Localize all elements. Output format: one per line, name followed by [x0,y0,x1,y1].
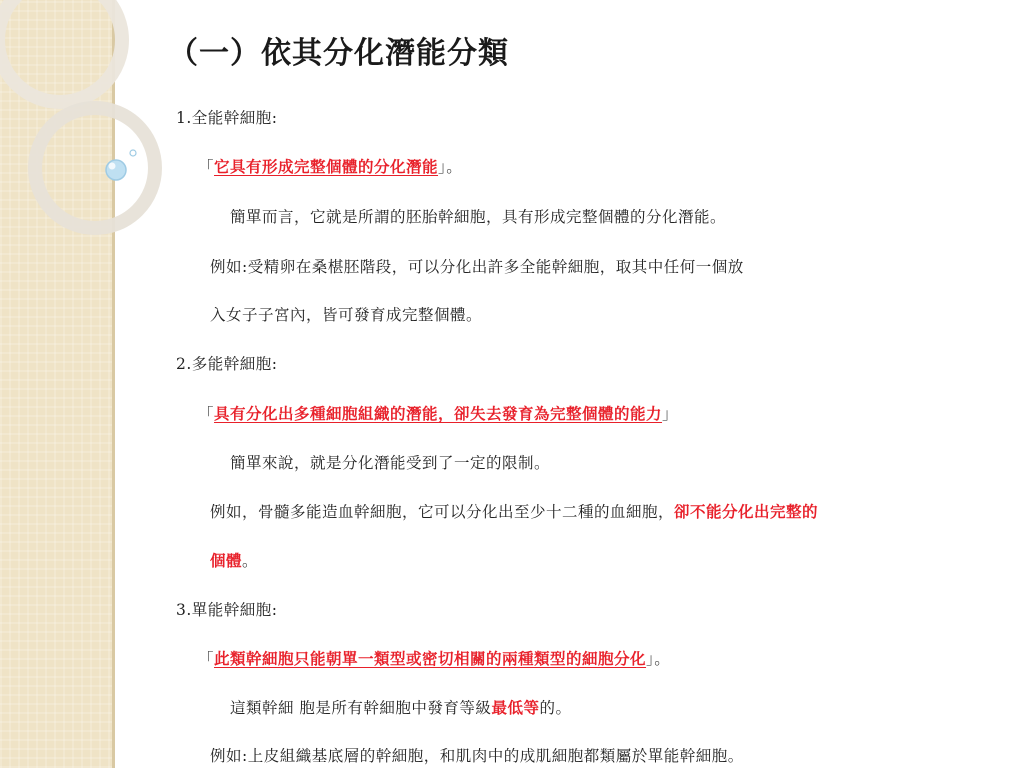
section-2-quote [198,402,678,424]
section-2-explanation: 簡單來說，就是分化潛能受到了一定的限制。 [230,454,551,472]
explain-emphasis: 最低等 [491,698,540,717]
section-2-example-line2 [210,549,258,571]
section-1-heading: 1.全能幹細胞: [176,109,278,127]
section-3-explanation [230,696,571,718]
example-emphasis: 卻不能分化出完整的 [674,502,819,521]
section-3-heading: 3.單能幹細胞: [176,601,278,619]
explain-text: 的。 [539,699,572,717]
section-1-example-line2: 入女子子宮內，皆可發育成完整個體。 [210,306,483,324]
quote-open: 「 [198,405,215,423]
slide-title: （一）依其分化潛能分類 [168,36,509,71]
quote-close: 」。 [646,650,671,668]
example-text: 例如，骨髓多能造血幹細胞，它可以分化出至少十二種的血細胞， [210,503,675,521]
quote-close: 」。 [438,158,463,176]
sidebar-edge [112,0,115,768]
section-1-key-definition: 它具有形成完整個體的分化潛能 [214,157,439,176]
section-2-heading: 2.多能幹細胞: [176,355,278,373]
quote-open: 「 [198,158,215,176]
bead-tiny [130,150,136,156]
section-3-quote [198,647,670,669]
section-3-key-definition: 此類幹細胞只能朝單一類型或密切相關的兩種類型的細胞分化 [214,649,647,668]
section-1-explanation: 簡單而言，它就是所謂的胚胎幹細胞，具有形成完整個體的分化潛能。 [230,208,727,226]
quote-open: 「 [198,650,215,668]
decorative-sidebar [0,0,112,768]
section-2-key-definition: 具有分化出多種細胞組織的潛能，卻失去發育為完整個體的能力 [214,404,663,423]
section-1-quote [198,155,462,177]
section-1-example-line1: 例如:受精卵在桑椹胚階段，可以分化出許多全能幹細胞，取其中任何一個放 [210,258,744,276]
example-text: 。 [242,552,259,570]
section-3-example-line1: 例如:上皮組織基底層的幹細胞，和肌肉中的成肌細胞都類屬於單能幹細胞。 [210,747,744,765]
example-emphasis: 個體 [210,551,243,570]
explain-text: 這類幹細 胞是所有幹細胞中發育等級 [230,699,492,717]
section-2-example-line1 [210,500,818,522]
quote-close: 」 [662,405,679,423]
